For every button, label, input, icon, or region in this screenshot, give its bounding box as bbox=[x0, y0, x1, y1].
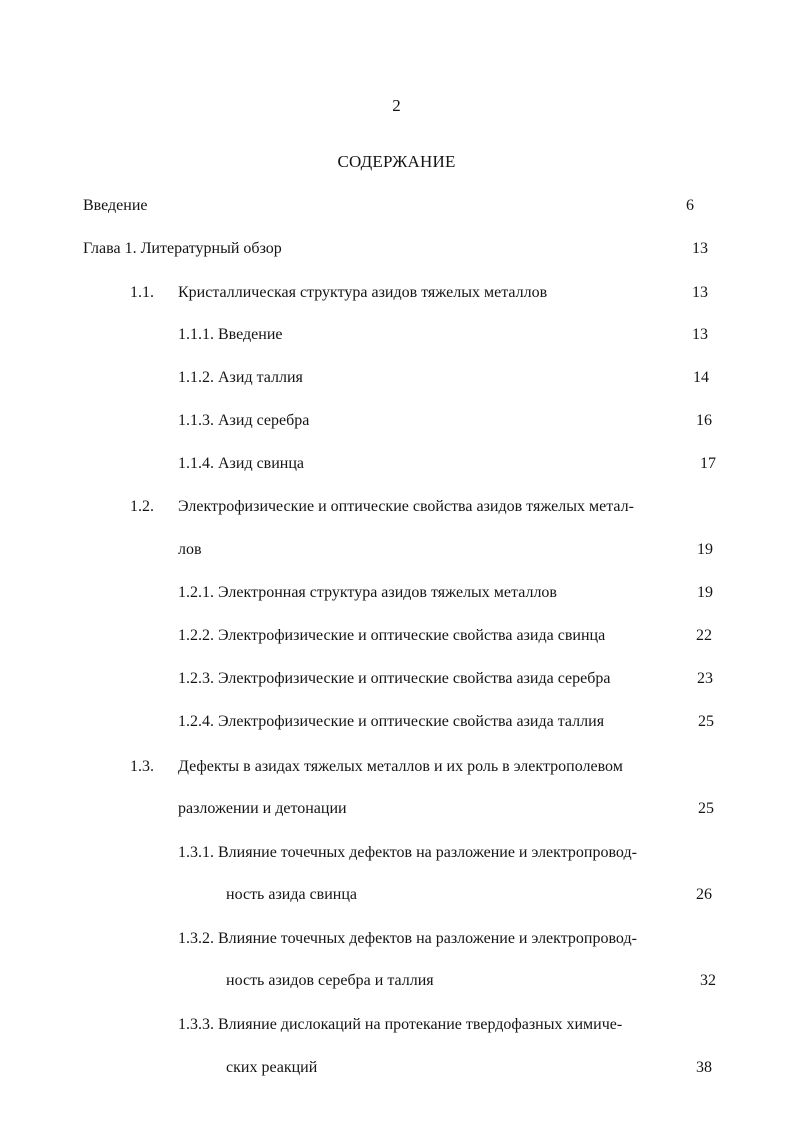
toc-page-1-1-1: 13 bbox=[692, 326, 708, 343]
toc-entry-1-3-1-line1: 1.3.1. Влияние точечных дефектов на разложение и электропровод- bbox=[178, 844, 637, 861]
toc-entry-1-2-line2: лов bbox=[178, 541, 202, 558]
toc-entry-1-2-2: 1.2.2. Электрофизические и оптические свойства азида свинца bbox=[178, 627, 606, 644]
toc-entry-1-1: Кристаллическая структура азидов тяжелых металлов bbox=[178, 284, 548, 301]
toc-page-1-2-2: 22 bbox=[696, 627, 712, 644]
toc-entry-1-2-line1: Электрофизические и оптические свойства азидов тяжелых метал- bbox=[178, 498, 634, 515]
toc-entry-1-1-3: 1.1.3. Азид серебра bbox=[178, 412, 310, 429]
toc-page-1-2-1: 19 bbox=[697, 584, 713, 601]
toc-entry-1-1-4: 1.1.4. Азид свинца bbox=[178, 455, 305, 472]
toc-entry-intro: Введение bbox=[83, 197, 148, 214]
toc-entry-1-3-line1: Дефекты в азидах тяжелых металлов и их роль в электрополевом bbox=[178, 758, 623, 775]
toc-section-number-1-2: 1.2. bbox=[130, 498, 154, 515]
toc-page-1-1: 13 bbox=[692, 284, 708, 301]
toc-page-chapter-1: 13 bbox=[692, 240, 708, 257]
toc-page-1-2: 19 bbox=[697, 541, 713, 558]
toc-page-1-3-1: 26 bbox=[696, 886, 712, 903]
toc-page-1-3-3: 38 bbox=[696, 1059, 712, 1076]
toc-entry-1-3-2-line1: 1.3.2. Влияние точечных дефектов на разложение и электропровод- bbox=[178, 930, 637, 947]
toc-page-1-3-2: 32 bbox=[700, 972, 716, 989]
toc-entry-1-3-3-line2: ских реакций bbox=[226, 1059, 318, 1076]
toc-page-1-3: 25 bbox=[698, 800, 714, 817]
toc-entry-1-1-1: 1.1.1. Введение bbox=[178, 326, 283, 343]
toc-entry-chapter-1: Глава 1. Литературный обзор bbox=[83, 240, 282, 257]
toc-page-1-1-2: 14 bbox=[693, 369, 709, 386]
toc-entry-1-2-3: 1.2.3. Электрофизические и оптические свойства азида серебра bbox=[178, 670, 611, 687]
toc-section-number-1-1: 1.1. bbox=[130, 284, 154, 301]
toc-page-1-2-4: 25 bbox=[698, 713, 714, 730]
toc-page-intro: 6 bbox=[686, 197, 694, 214]
toc-entry-1-3-1-line2: ность азида свинца bbox=[226, 886, 358, 903]
toc-entry-1-3-2-line2: ность азидов серебра и таллия bbox=[226, 972, 434, 989]
toc-entry-1-1-2: 1.1.2. Азид таллия bbox=[178, 369, 303, 386]
toc-entry-1-3-3-line1: 1.3.3. Влияние дислокаций на протекание твердофазных химиче- bbox=[178, 1016, 623, 1033]
toc-entry-1-3-line2: разложении и детонации bbox=[178, 800, 347, 817]
toc-page-1-1-4: 17 bbox=[700, 455, 716, 472]
toc-title: СОДЕРЖАНИЕ bbox=[337, 152, 456, 171]
page-number: 2 bbox=[392, 96, 401, 115]
toc-page-1-2-3: 23 bbox=[697, 670, 713, 687]
toc-entry-1-2-4: 1.2.4. Электрофизические и оптические свойства азида таллия bbox=[178, 713, 605, 730]
toc-entry-1-2-1: 1.2.1. Электронная структура азидов тяжелых металлов bbox=[178, 584, 557, 601]
toc-page-1-1-3: 16 bbox=[696, 412, 712, 429]
toc-section-number-1-3: 1.3. bbox=[130, 758, 154, 775]
